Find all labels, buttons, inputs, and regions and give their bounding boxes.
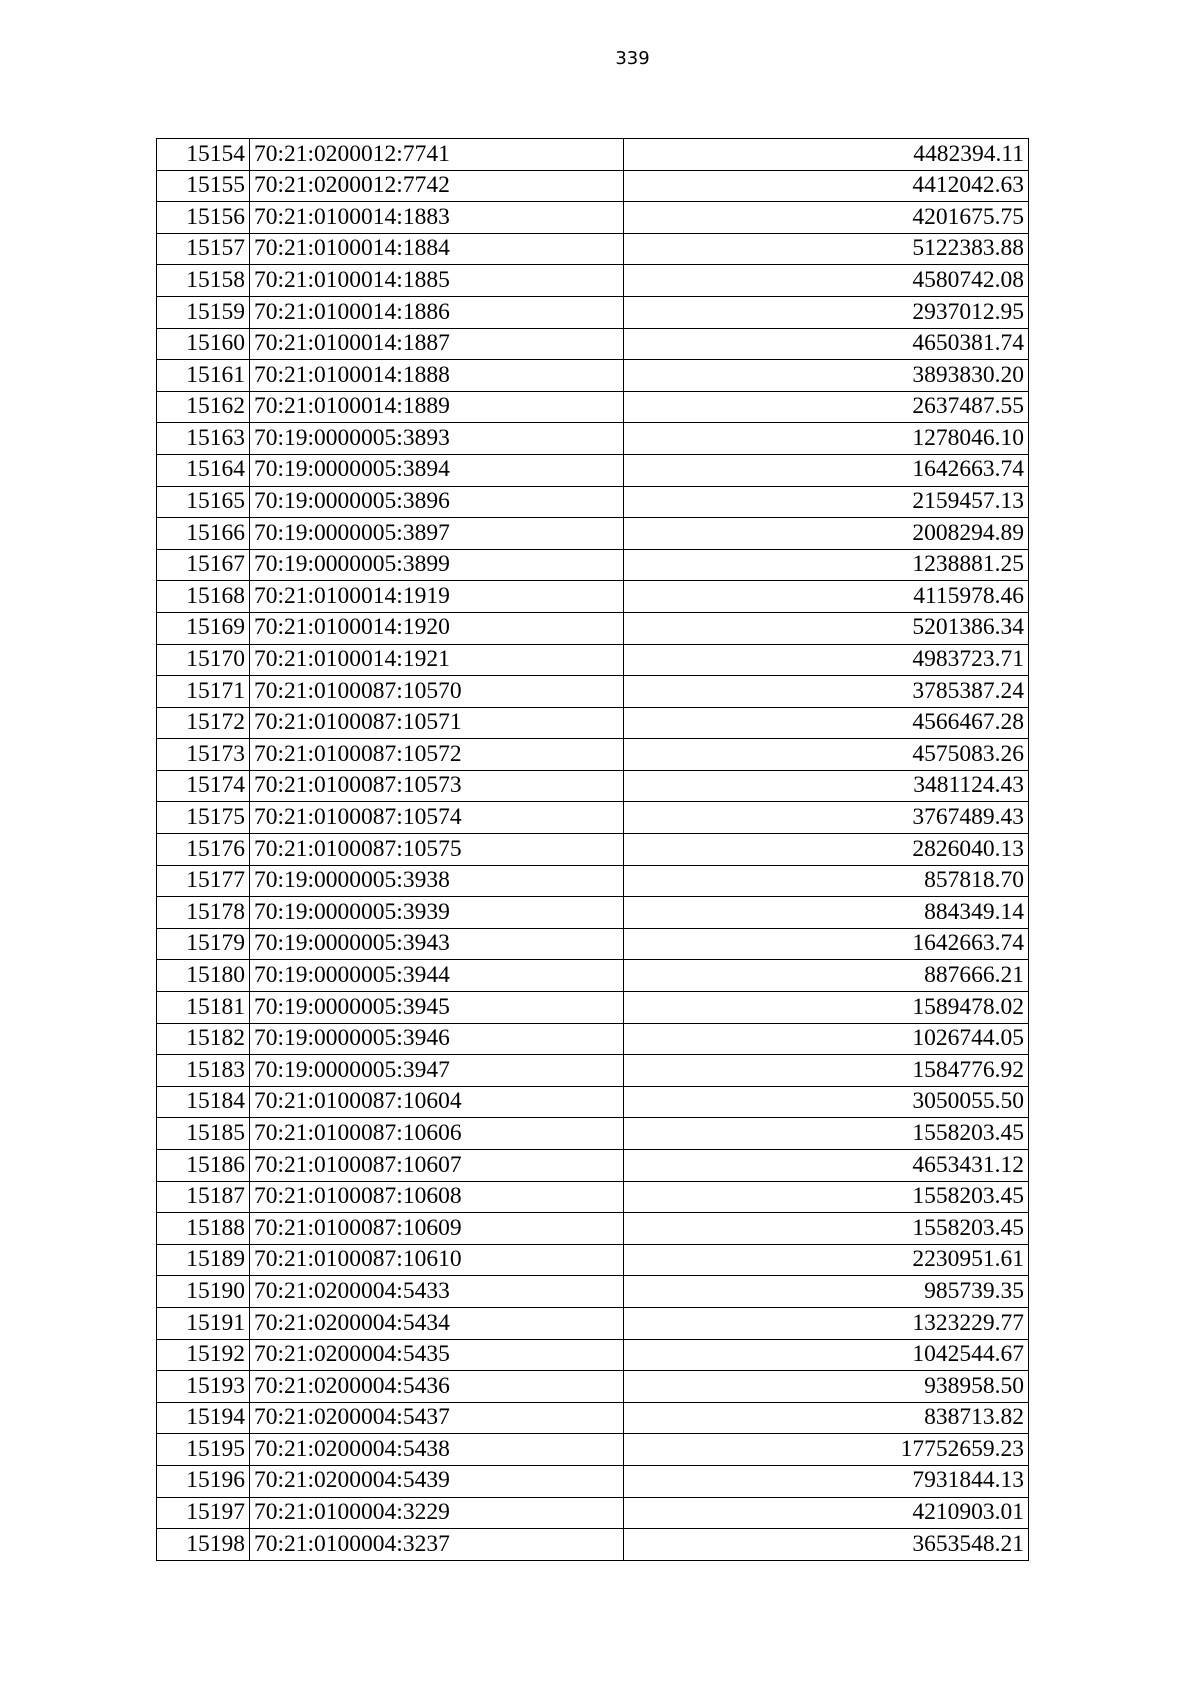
cadastral-number-cell: 70:21:0100087:10609 [250, 1213, 624, 1245]
cadastral-value-cell: 1642663.74 [624, 928, 1029, 960]
table-row [157, 676, 1029, 708]
cadastral-number-cell: 70:21:0100087:10575 [250, 834, 624, 866]
table-row [157, 328, 1029, 360]
row-number-cell: 15177 [157, 865, 250, 897]
table-row [157, 644, 1029, 676]
table-row [157, 581, 1029, 613]
cadastral-number-cell: 70:21:0200004:5437 [250, 1402, 624, 1434]
table-row [157, 1276, 1029, 1308]
cadastral-number-cell: 70:21:0100014:1886 [250, 296, 624, 328]
table-row [157, 834, 1029, 866]
row-number-cell: 15166 [157, 518, 250, 550]
table-row [157, 865, 1029, 897]
cadastral-number-cell: 70:21:0100087:10610 [250, 1244, 624, 1276]
cadastral-value-cell: 4412042.63 [624, 170, 1029, 202]
row-number-cell: 15171 [157, 676, 250, 708]
cadastral-value-cell: 1642663.74 [624, 454, 1029, 486]
cadastral-number-cell: 70:21:0100087:10574 [250, 802, 624, 834]
row-number-cell: 15163 [157, 423, 250, 455]
table-row [157, 296, 1029, 328]
cadastral-value-cell: 857818.70 [624, 865, 1029, 897]
cadastral-number-cell: 70:21:0100014:1883 [250, 202, 624, 234]
row-number-cell: 15197 [157, 1497, 250, 1529]
cadastral-value-cell: 4650381.74 [624, 328, 1029, 360]
table-row [157, 549, 1029, 581]
cadastral-number-cell: 70:19:0000005:3947 [250, 1055, 624, 1087]
cadastral-number-cell: 70:19:0000005:3894 [250, 454, 624, 486]
row-number-cell: 15188 [157, 1213, 250, 1245]
cadastral-value-cell: 3785387.24 [624, 676, 1029, 708]
cadastral-value-cell: 2937012.95 [624, 296, 1029, 328]
cadastral-value-cell: 1589478.02 [624, 992, 1029, 1024]
table-row [157, 454, 1029, 486]
cadastral-number-cell: 70:21:0100014:1884 [250, 233, 624, 265]
cadastral-number-cell: 70:21:0100087:10571 [250, 707, 624, 739]
table-row [157, 992, 1029, 1024]
row-number-cell: 15182 [157, 1023, 250, 1055]
cadastral-value-cell: 3481124.43 [624, 770, 1029, 802]
cadastral-value-cell: 838713.82 [624, 1402, 1029, 1434]
table-row [157, 1465, 1029, 1497]
cadastral-number-cell: 70:21:0100004:3229 [250, 1497, 624, 1529]
cadastral-number-cell: 70:19:0000005:3896 [250, 486, 624, 518]
row-number-cell: 15185 [157, 1118, 250, 1150]
cadastral-value-cell: 985739.35 [624, 1276, 1029, 1308]
cadastral-number-cell: 70:21:0200004:5438 [250, 1434, 624, 1466]
row-number-cell: 15191 [157, 1307, 250, 1339]
table-row [157, 1213, 1029, 1245]
cadastral-value-cell: 3767489.43 [624, 802, 1029, 834]
table-row [157, 1339, 1029, 1371]
row-number-cell: 15158 [157, 265, 250, 297]
cadastral-value-cell: 5201386.34 [624, 612, 1029, 644]
cadastral-value-cell: 2826040.13 [624, 834, 1029, 866]
table-row [157, 1118, 1029, 1150]
table-row [157, 139, 1029, 171]
row-number-cell: 15195 [157, 1434, 250, 1466]
cadastral-value-cell: 2230951.61 [624, 1244, 1029, 1276]
row-number-cell: 15169 [157, 612, 250, 644]
table-row [157, 707, 1029, 739]
cadastral-value-cell: 1558203.45 [624, 1118, 1029, 1150]
row-number-cell: 15154 [157, 139, 250, 171]
cadastral-number-cell: 70:21:0100014:1887 [250, 328, 624, 360]
cadastral-number-cell: 70:21:0100087:10604 [250, 1086, 624, 1118]
table-row [157, 233, 1029, 265]
row-number-cell: 15165 [157, 486, 250, 518]
cadastral-number-cell: 70:19:0000005:3899 [250, 549, 624, 581]
table-row [157, 391, 1029, 423]
cadastral-value-cell: 4580742.08 [624, 265, 1029, 297]
table-row [157, 486, 1029, 518]
row-number-cell: 15180 [157, 960, 250, 992]
cadastral-value-cell: 4115978.46 [624, 581, 1029, 613]
cadastral-value-cell: 1238881.25 [624, 549, 1029, 581]
cadastral-number-cell: 70:19:0000005:3893 [250, 423, 624, 455]
row-number-cell: 15162 [157, 391, 250, 423]
cadastral-number-cell: 70:19:0000005:3943 [250, 928, 624, 960]
table-row [157, 1244, 1029, 1276]
row-number-cell: 15172 [157, 707, 250, 739]
cadastral-number-cell: 70:21:0100087:10570 [250, 676, 624, 708]
cadastral-value-cell: 1323229.77 [624, 1307, 1029, 1339]
table-row [157, 1023, 1029, 1055]
cadastral-number-cell: 70:21:0200004:5435 [250, 1339, 624, 1371]
row-number-cell: 15190 [157, 1276, 250, 1308]
row-number-cell: 15159 [157, 296, 250, 328]
table-row [157, 770, 1029, 802]
row-number-cell: 15160 [157, 328, 250, 360]
row-number-cell: 15194 [157, 1402, 250, 1434]
cadastral-number-cell: 70:21:0200012:7742 [250, 170, 624, 202]
cadastral-value-cell: 1026744.05 [624, 1023, 1029, 1055]
page-number: 339 [615, 48, 650, 69]
row-number-cell: 15155 [157, 170, 250, 202]
cadastral-number-cell: 70:21:0100004:3237 [250, 1529, 624, 1561]
row-number-cell: 15174 [157, 770, 250, 802]
table-row [157, 202, 1029, 234]
cadastral-value-cell: 1278046.10 [624, 423, 1029, 455]
cadastral-value-cell: 4201675.75 [624, 202, 1029, 234]
cadastral-number-cell: 70:21:0200004:5434 [250, 1307, 624, 1339]
cadastral-value-cell: 3653548.21 [624, 1529, 1029, 1561]
row-number-cell: 15161 [157, 360, 250, 392]
cadastral-number-cell: 70:21:0100087:10572 [250, 739, 624, 771]
cadastral-number-cell: 70:19:0000005:3946 [250, 1023, 624, 1055]
cadastral-number-cell: 70:21:0100014:1921 [250, 644, 624, 676]
table-row [157, 1181, 1029, 1213]
cadastral-value-cell: 4482394.11 [624, 139, 1029, 171]
cadastral-value-cell: 3050055.50 [624, 1086, 1029, 1118]
cadastral-number-cell: 70:21:0200012:7741 [250, 139, 624, 171]
table-row [157, 1055, 1029, 1087]
row-number-cell: 15183 [157, 1055, 250, 1087]
table-row [157, 739, 1029, 771]
cadastral-number-cell: 70:21:0100087:10607 [250, 1150, 624, 1182]
row-number-cell: 15167 [157, 549, 250, 581]
cadastral-number-cell: 70:21:0100014:1889 [250, 391, 624, 423]
cadastral-value-cell: 887666.21 [624, 960, 1029, 992]
row-number-cell: 15193 [157, 1371, 250, 1403]
cadastral-number-cell: 70:21:0100087:10608 [250, 1181, 624, 1213]
cadastral-value-cell: 5122383.88 [624, 233, 1029, 265]
cadastral-value-cell: 7931844.13 [624, 1465, 1029, 1497]
cadastral-number-cell: 70:21:0100014:1920 [250, 612, 624, 644]
table-row [157, 897, 1029, 929]
cadastral-number-cell: 70:19:0000005:3939 [250, 897, 624, 929]
table-row [157, 518, 1029, 550]
cadastral-value-cell: 4575083.26 [624, 739, 1029, 771]
table-body [157, 139, 1029, 1561]
row-number-cell: 15187 [157, 1181, 250, 1213]
table-row [157, 928, 1029, 960]
table-row [157, 1086, 1029, 1118]
cadastral-value-cell: 1558203.45 [624, 1213, 1029, 1245]
row-number-cell: 15164 [157, 454, 250, 486]
row-number-cell: 15198 [157, 1529, 250, 1561]
cadastral-value-cell: 884349.14 [624, 897, 1029, 929]
cadastral-number-cell: 70:21:0200004:5439 [250, 1465, 624, 1497]
row-number-cell: 15157 [157, 233, 250, 265]
cadastral-number-cell: 70:19:0000005:3938 [250, 865, 624, 897]
cadastral-number-cell: 70:21:0100087:10573 [250, 770, 624, 802]
cadastral-value-cell: 938958.50 [624, 1371, 1029, 1403]
cadastral-number-cell: 70:21:0100087:10606 [250, 1118, 624, 1150]
cadastral-value-cell: 2159457.13 [624, 486, 1029, 518]
cadastral-value-cell: 3893830.20 [624, 360, 1029, 392]
cadastral-value-cell: 4210903.01 [624, 1497, 1029, 1529]
cadastral-number-cell: 70:19:0000005:3897 [250, 518, 624, 550]
table-row [157, 1497, 1029, 1529]
row-number-cell: 15189 [157, 1244, 250, 1276]
table-row [157, 1307, 1029, 1339]
cadastral-number-cell: 70:19:0000005:3945 [250, 992, 624, 1024]
table-row [157, 1434, 1029, 1466]
row-number-cell: 15181 [157, 992, 250, 1024]
row-number-cell: 15173 [157, 739, 250, 771]
cadastral-number-cell: 70:21:0200004:5433 [250, 1276, 624, 1308]
cadastral-value-cell: 4653431.12 [624, 1150, 1029, 1182]
table-row [157, 960, 1029, 992]
table-row [157, 170, 1029, 202]
cadastral-number-cell: 70:19:0000005:3944 [250, 960, 624, 992]
row-number-cell: 15175 [157, 802, 250, 834]
cadastral-number-cell: 70:21:0100014:1919 [250, 581, 624, 613]
row-number-cell: 15186 [157, 1150, 250, 1182]
cadastral-number-cell: 70:21:0200004:5436 [250, 1371, 624, 1403]
row-number-cell: 15192 [157, 1339, 250, 1371]
row-number-cell: 15176 [157, 834, 250, 866]
table-row [157, 612, 1029, 644]
row-number-cell: 15196 [157, 1465, 250, 1497]
cadastral-value-cell: 4566467.28 [624, 707, 1029, 739]
cadastral-value-cell: 1558203.45 [624, 1181, 1029, 1213]
row-number-cell: 15168 [157, 581, 250, 613]
cadastral-value-cell: 2637487.55 [624, 391, 1029, 423]
cadastral-value-cell: 17752659.23 [624, 1434, 1029, 1466]
cadastral-value-cell: 4983723.71 [624, 644, 1029, 676]
table-row [157, 1529, 1029, 1561]
cadastral-number-cell: 70:21:0100014:1888 [250, 360, 624, 392]
table-row [157, 1402, 1029, 1434]
row-number-cell: 15178 [157, 897, 250, 929]
row-number-cell: 15184 [157, 1086, 250, 1118]
cadastral-number-cell: 70:21:0100014:1885 [250, 265, 624, 297]
table-row [157, 802, 1029, 834]
cadastral-value-cell: 2008294.89 [624, 518, 1029, 550]
cadastral-value-table [156, 138, 1029, 1561]
table-row [157, 360, 1029, 392]
row-number-cell: 15170 [157, 644, 250, 676]
row-number-cell: 15156 [157, 202, 250, 234]
row-number-cell: 15179 [157, 928, 250, 960]
table-row [157, 265, 1029, 297]
table-row [157, 1371, 1029, 1403]
cadastral-value-cell: 1042544.67 [624, 1339, 1029, 1371]
table-row [157, 1150, 1029, 1182]
cadastral-value-cell: 1584776.92 [624, 1055, 1029, 1087]
table-row [157, 423, 1029, 455]
